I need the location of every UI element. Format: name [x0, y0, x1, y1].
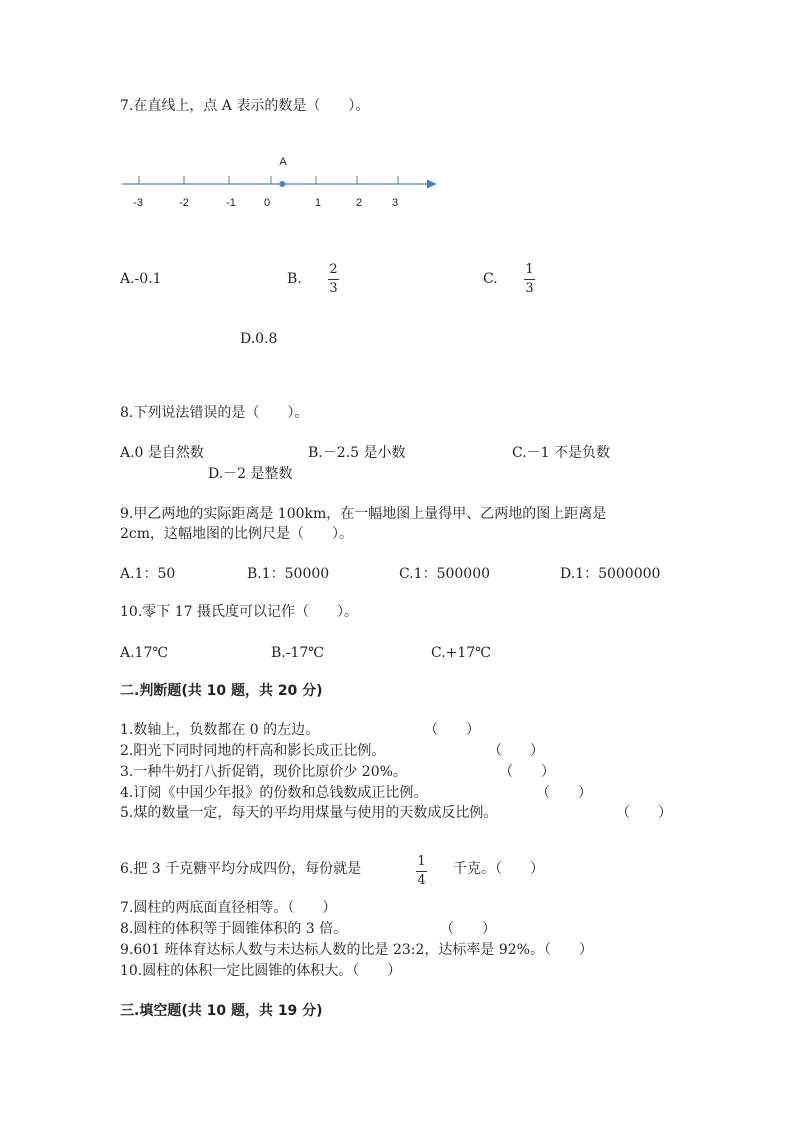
q9-option-b: B.1：50000 — [247, 566, 330, 582]
judge-item-6: 6.把 3 千克糖平均分成四份，每份就是 — [120, 861, 362, 877]
number-line-tick-label: 0 — [263, 197, 271, 209]
q8-option-c: C.－1 不是负数 — [512, 445, 611, 461]
number-line-arrow — [427, 180, 437, 189]
q7-option-c: C. — [483, 271, 498, 287]
number-line — [0, 0, 794, 230]
number-line-tick-label: 2 — [355, 197, 363, 209]
q7-option-d: D.0.8 — [240, 331, 278, 347]
judge-item-2: 2.阳光下同时同地的杆高和影长成正比例。 — [120, 743, 386, 759]
q9-question-line1: 9.甲乙两地的实际距离是 100km，在一幅地图上量得甲、乙两地的图上距离是 — [120, 506, 607, 522]
q8-option-d: D.－2 是整数 — [208, 466, 293, 482]
judge-item-4-paren: （ ） — [536, 785, 592, 801]
fraction-denominator: 4 — [417, 873, 426, 888]
number-line-tick-label: -2 — [179, 197, 189, 209]
point-a — [279, 181, 285, 187]
q7-option-b: B. — [287, 271, 302, 287]
judge-item-4: 4.订阅《中国少年报》的份数和总钱数成正比例。 — [120, 785, 428, 801]
q8-option-a: A.0 是自然数 — [120, 445, 204, 461]
judge-item-1-paren: （ ） — [424, 722, 480, 738]
fraction-numerator: 1 — [417, 854, 426, 869]
q9-option-c: C.1：500000 — [399, 566, 491, 582]
q7-option-b-fraction — [328, 263, 339, 295]
fraction-denominator: 3 — [525, 281, 534, 296]
q9-option-a: A.1：50 — [120, 566, 176, 582]
q10-question: 10.零下 17 摄氏度可以记作（ ）。 — [120, 604, 358, 620]
judge-item-6-fraction — [416, 855, 427, 887]
fraction-denominator: 3 — [329, 281, 338, 296]
judge-item-3-paren: （ ） — [499, 764, 555, 780]
judge-item-7: 7.圆柱的两底面直径相等。（ ） — [120, 900, 337, 916]
q8-option-b: B.－2.5 是小数 — [308, 445, 406, 461]
q8-question: 8.下列说法错误的是（ ）。 — [120, 405, 309, 421]
fraction-bar — [524, 279, 535, 280]
judge-item-10: 10.圆柱的体积一定比圆锥的体积大。（ ） — [120, 963, 402, 979]
q9-option-d: D.1：5000000 — [560, 566, 661, 582]
number-line-tick-label: 1 — [314, 197, 322, 209]
fraction-bar — [328, 279, 339, 280]
judge-item-6-suffix: 千克。（ ） — [453, 861, 544, 877]
q7-option-c-fraction — [524, 263, 535, 295]
judge-item-2-paren: （ ） — [488, 743, 544, 759]
number-line-tick-label: 3 — [391, 197, 399, 209]
judge-item-5: 5.煤的数量一定，每天的平均用煤量与使用的天数成反比例。 — [120, 805, 498, 821]
section3-heading: 三.填空题(共 10 题，共 19 分) — [120, 1003, 323, 1019]
judge-item-9: 9.601 班体育达标人数与未达标人数的比是 23:2，达标率是 92%。（ ） — [120, 942, 593, 958]
q7-question: 7.在直线上，点 A 表示的数是（ ）。 — [120, 98, 370, 114]
fraction-bar — [416, 871, 427, 872]
section2-heading: 二.判断题(共 10 题，共 20 分) — [120, 683, 323, 699]
number-line-tick-label: -1 — [226, 197, 236, 209]
fraction-numerator: 2 — [329, 262, 338, 277]
q10-option-b: B.-17℃ — [271, 645, 324, 661]
q10-option-c: C.+17℃ — [431, 645, 491, 661]
judge-item-8: 8.圆柱的体积等于圆锥体积的 3 倍。 — [120, 921, 348, 937]
judge-item-3: 3.一种牛奶打八折促销，现价比原价少 20%。 — [120, 764, 407, 780]
point-a-label: A — [279, 156, 287, 168]
judge-item-1: 1.数轴上，负数都在 0 的左边。 — [120, 722, 320, 738]
judge-item-8-paren: （ ） — [440, 921, 496, 937]
number-line-tick-label: -3 — [133, 197, 143, 209]
q7-option-a: A.-0.1 — [120, 271, 162, 287]
q9-question-line2: 2cm，这幅地图的比例尺是（ ）。 — [120, 526, 354, 542]
fraction-numerator: 1 — [525, 262, 534, 277]
q10-option-a: A.17℃ — [120, 645, 169, 661]
judge-item-5-paren: （ ） — [616, 805, 672, 821]
